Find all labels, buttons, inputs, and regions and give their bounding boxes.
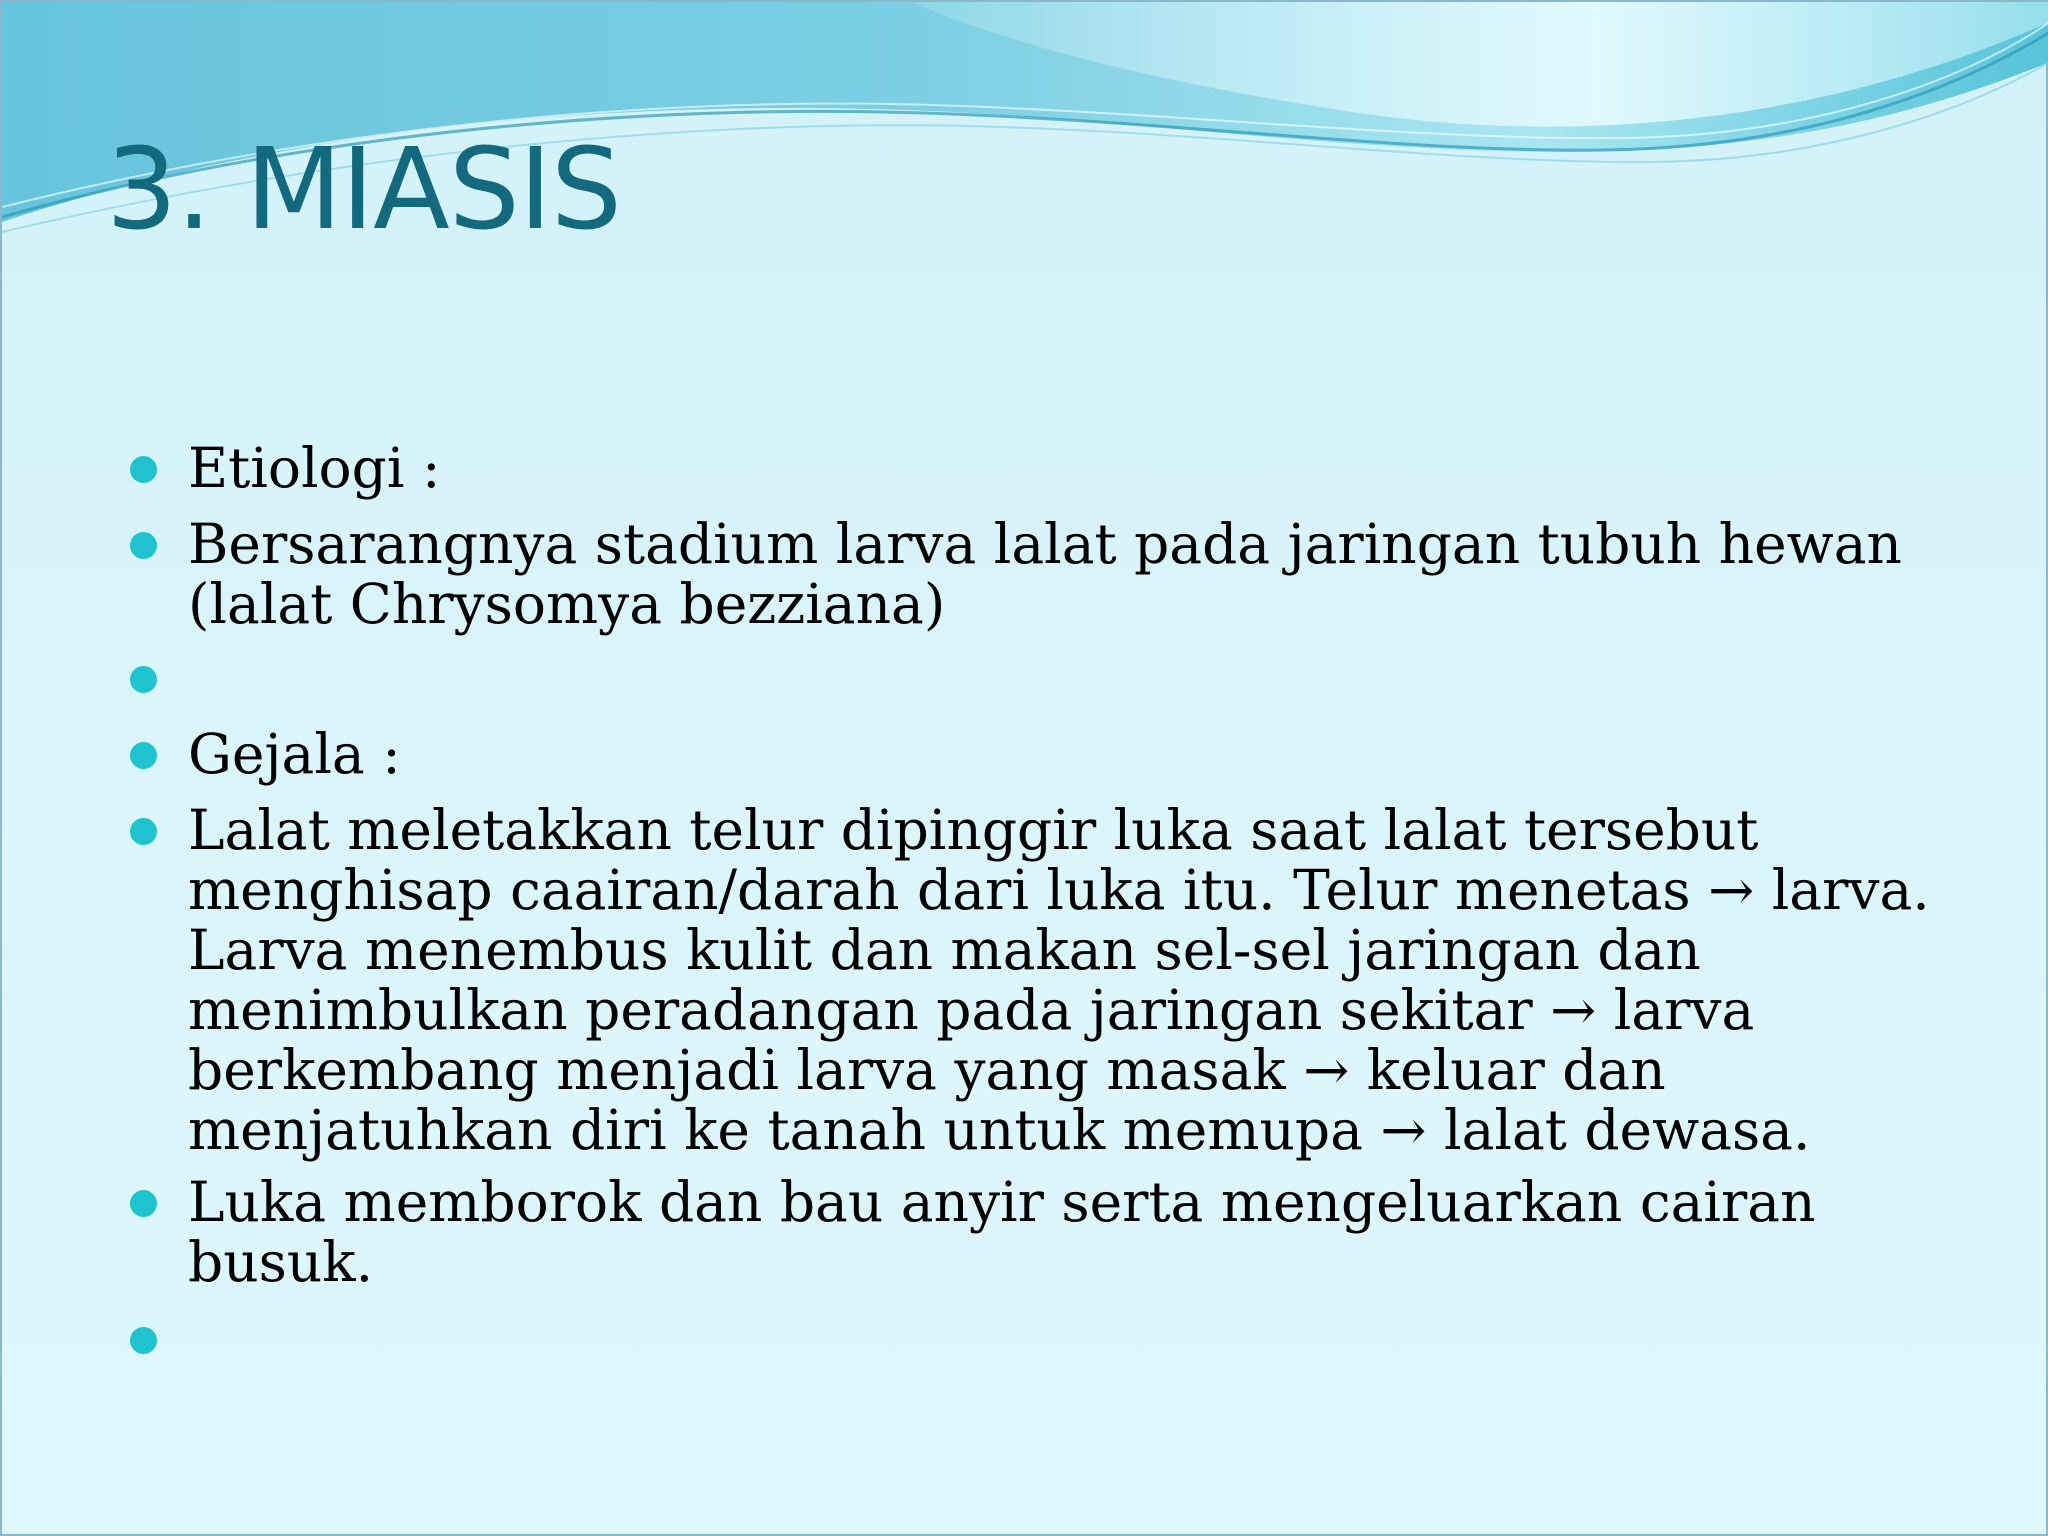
bullet-dot-icon (130, 532, 157, 559)
bullet-text (188, 1172, 1888, 1292)
bullet-line: busuk. (188, 1230, 374, 1294)
bullet-dot-icon (130, 818, 157, 845)
bullet-line: Etiologi : (188, 436, 441, 500)
bullet-line: menimbulkan peradangan pada jaringan sekitar → larva (188, 978, 1755, 1042)
bullet-text (188, 798, 1930, 1162)
bullet-line: Luka memborok dan bau anyir serta mengeluarkan cairan (188, 1170, 1816, 1234)
bullet-dot-icon (130, 742, 157, 769)
bullet-text (188, 724, 1888, 784)
bullet-text (188, 512, 1902, 636)
bullet-dot-icon (130, 1190, 157, 1217)
bullet-line: Gejala : (188, 722, 401, 786)
bullet-line: Larva menembus kulit dan makan sel-sel jaringan dan (188, 918, 1701, 982)
bullet-dot-icon (130, 666, 157, 693)
bullet-line: berkembang menjadi larva yang masak → keluar dan (188, 1038, 1666, 1102)
bullet-line: Lalat meletakkan telur dipinggir luka saat lalat tersebut (188, 798, 1759, 862)
bullet-text (188, 438, 1888, 498)
bullet-line: (lalat Chrysomya bezziana) (188, 572, 946, 636)
bullet-line: Bersarangnya stadium larva lalat pada jaringan tubuh hewan (188, 512, 1902, 576)
bullet-line: menjatuhkan diri ke tanah untuk memupa → lalat dewasa. (188, 1098, 1811, 1162)
slide-title: 3. MIASIS (106, 125, 621, 255)
bullet-dot-icon (130, 1327, 157, 1354)
bullet-list (2, 2, 2048, 1536)
bullet-dot-icon (130, 456, 157, 483)
bullet-line: menghisap caairan/darah dari luka itu. Telur menetas → larva. (188, 858, 1930, 922)
